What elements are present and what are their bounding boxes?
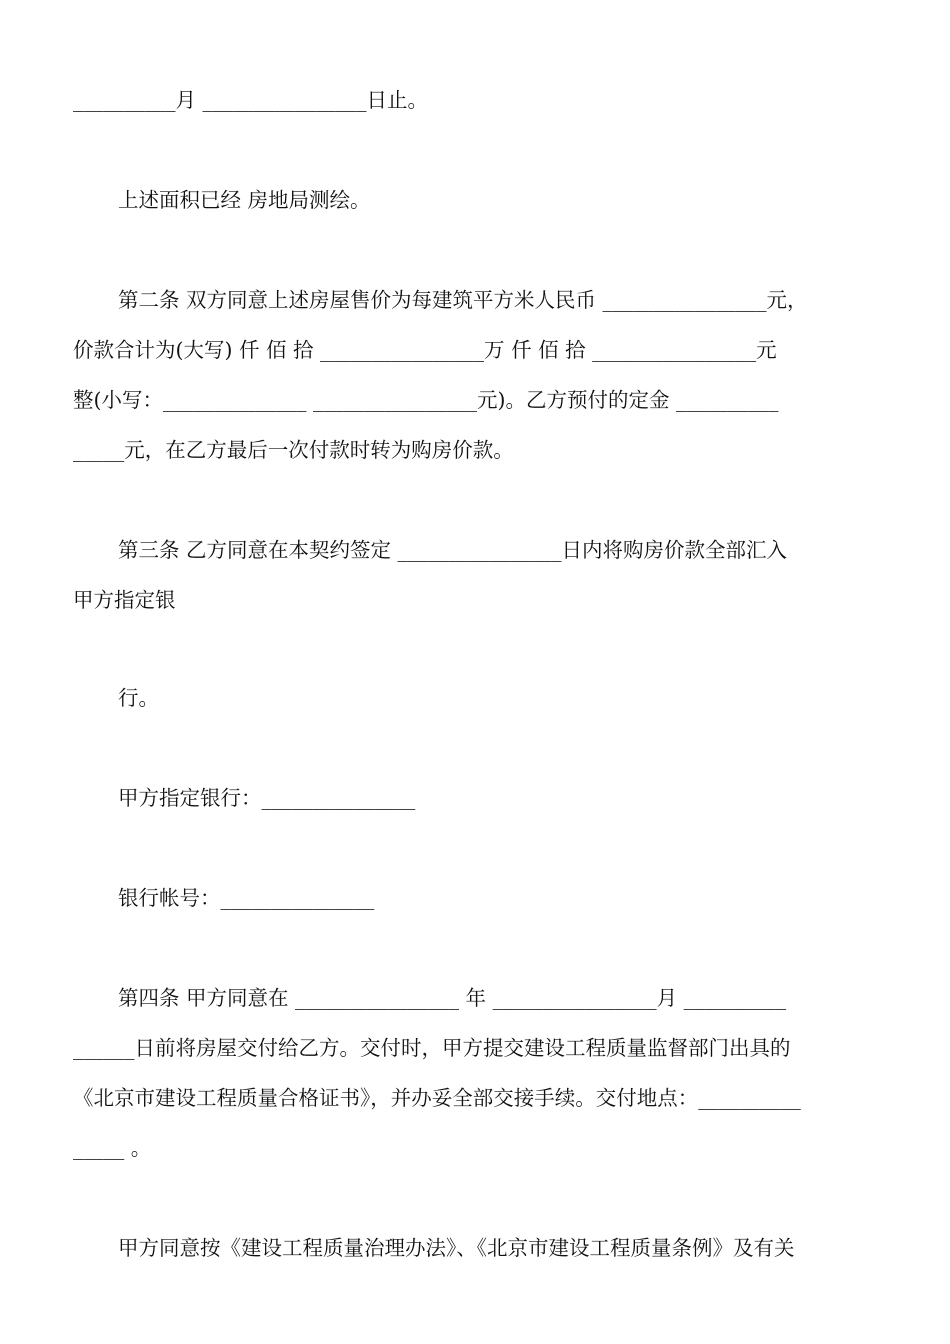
text-line-16: 甲方同意按《建设工程质量治理办法》、《北京市建设工程质量条例》及有关 <box>118 1236 795 1260</box>
text-line-11: 银行帐号：_______________ <box>118 886 375 910</box>
text-line-6: _____元，在乙方最后一次付款时转为购房价款。 <box>73 438 514 462</box>
text-line-4: 价款合计为(大写) 仟 佰 拾 ________________万 仟 佰 拾 ________________元 <box>73 338 777 362</box>
text-line-3: 第二条 双方同意上述房屋售价为每建筑平方米人民币 ________________元， <box>118 288 808 312</box>
text-line-14: 《北京市建设工程质量合格证书》，并办妥全部交接手续。交付地点：__________ <box>73 1086 801 1110</box>
text-line-12: 第四条 甲方同意在 ________________ 年 ________________月 __________ <box>118 986 787 1010</box>
text-line-15: _____ 。 <box>73 1136 152 1160</box>
text-line-10: 甲方指定银行：_______________ <box>118 786 416 810</box>
text-line-8: 甲方指定银 <box>73 588 176 612</box>
text-line-9: 行。 <box>118 686 159 710</box>
text-line-2: 上述面积已经 房地局测绘。 <box>118 188 371 212</box>
text-line-1: __________月 ________________日止。 <box>73 88 429 112</box>
text-line-7: 第三条 乙方同意在本契约签定 ________________日内将购房价款全部汇入 <box>118 538 788 562</box>
text-line-5: 整(小写：______________ ________________元)。乙方预付的定金 __________ <box>73 388 779 412</box>
text-line-13: ______日前将房屋交付给乙方。交付时，甲方提交建设工程质量监督部门出具的 <box>73 1036 791 1060</box>
